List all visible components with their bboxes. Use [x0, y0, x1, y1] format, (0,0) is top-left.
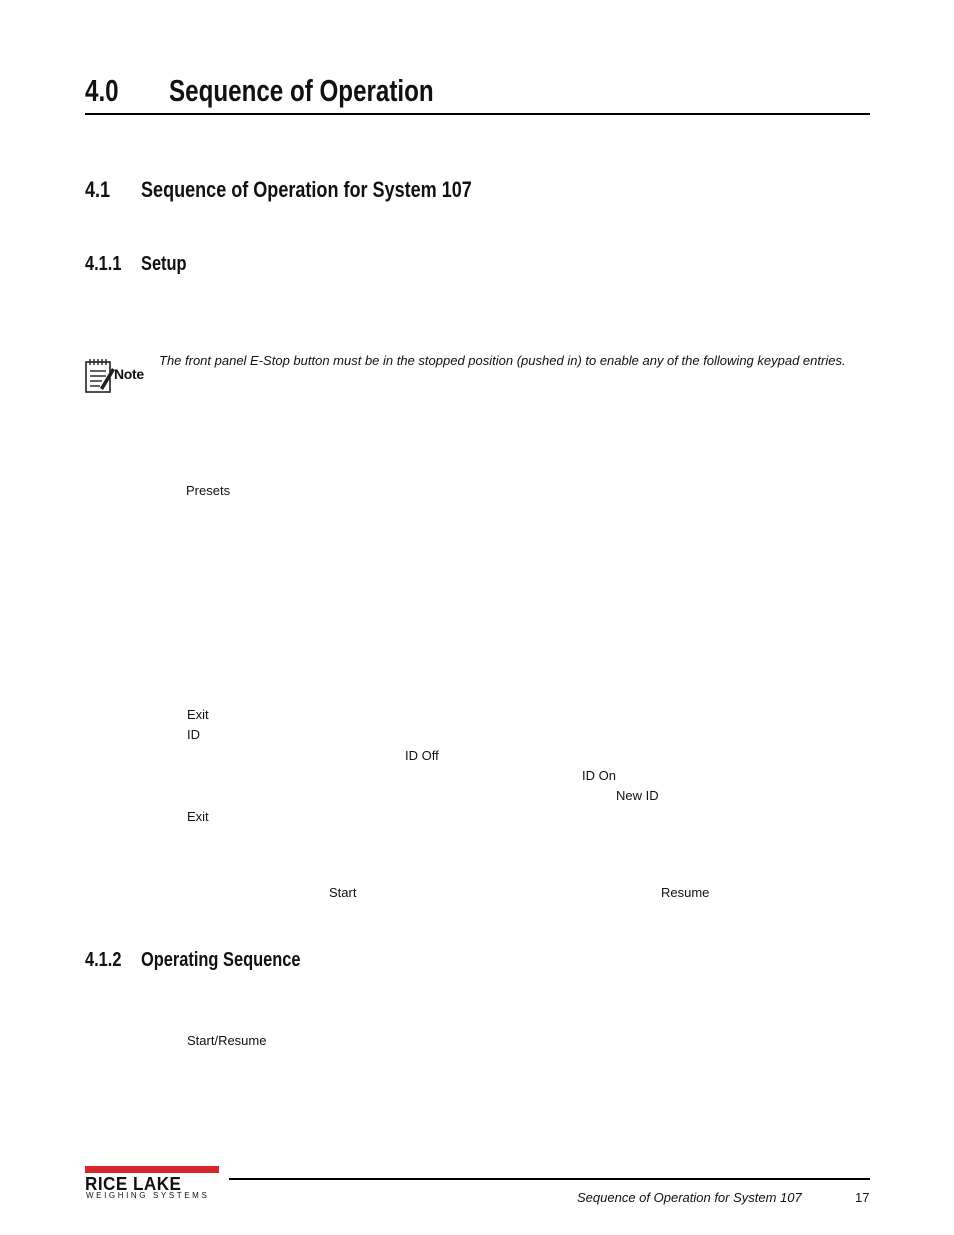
section-number: 4.0 — [85, 73, 119, 108]
note-text: The front panel E-Stop button must be in the stopped position (pushed in) to enable any of the following keypad entries. — [159, 353, 846, 368]
start-key-label: Start — [329, 885, 357, 900]
logo-tagline: WEIGHING SYSTEMS — [86, 1191, 210, 1200]
resume-key-label: Resume — [661, 885, 710, 900]
footer-divider — [229, 1178, 870, 1180]
subsection-title: Sequence of Operation for System 107 — [141, 177, 472, 202]
exit-key-label: Exit — [187, 809, 209, 824]
page-title: Sequence of Operation — [169, 73, 434, 108]
presets-key-label: Presets — [186, 483, 231, 498]
id-on-label: ID On — [582, 768, 616, 783]
start-resume-key-label: Start/Resume — [187, 1033, 267, 1048]
setup-number: 4.1.1 — [85, 253, 122, 275]
company-logo — [85, 1166, 225, 1202]
logo-wordmark: RICE LAKE — [85, 1174, 182, 1194]
subsection-number: 4.1 — [85, 177, 111, 202]
operating-title: Operating Sequence — [141, 949, 301, 971]
page-number: 17 — [855, 1190, 870, 1205]
running-footer-title: Sequence of Operation for System 107 — [577, 1190, 802, 1205]
operating-number: 4.1.2 — [85, 949, 122, 971]
new-id-label: New ID — [616, 788, 659, 803]
id-off-label: ID Off — [405, 748, 439, 763]
note-label: Note — [114, 366, 144, 382]
heading-divider — [85, 113, 870, 115]
setup-title: Setup — [141, 253, 187, 275]
exit-key-label: Exit — [187, 707, 209, 722]
id-key-label: ID — [187, 727, 200, 742]
